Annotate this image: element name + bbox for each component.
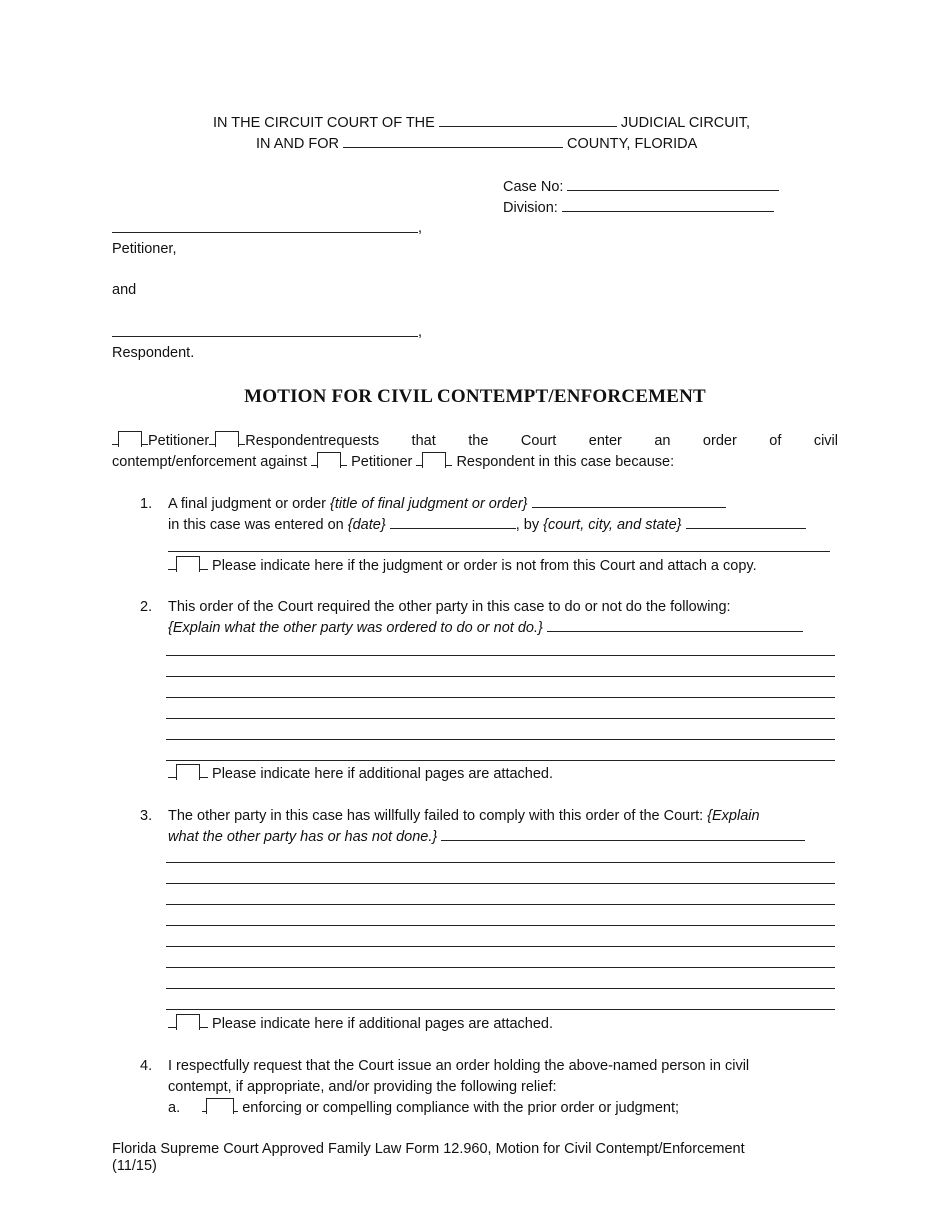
division-label: Division: xyxy=(503,200,558,216)
enforce-compliance-checkbox[interactable] xyxy=(206,1098,234,1114)
noncompliance-line[interactable] xyxy=(166,925,835,926)
order-line[interactable] xyxy=(166,676,835,677)
court-line-2 xyxy=(256,134,697,154)
item-3-number: 3. xyxy=(140,808,153,824)
court-hint: {court, city, and state} xyxy=(543,517,682,533)
item-1-line-2 xyxy=(168,515,806,535)
respondent-name-field[interactable] xyxy=(112,336,418,337)
county-florida-label: COUNTY, FLORIDA xyxy=(567,136,698,152)
enforce-compliance-text: enforcing or compelling compliance with the prior order or judgment; xyxy=(242,1100,680,1116)
item-4a-row xyxy=(168,1098,679,1118)
order-line[interactable] xyxy=(166,697,835,698)
date-hint: {date} xyxy=(347,517,386,533)
entered-on-text: in this case was entered on xyxy=(168,517,348,533)
petitioner-option: Petitioner xyxy=(148,433,210,449)
noncompliance-line[interactable] xyxy=(166,1009,835,1010)
county-blank[interactable] xyxy=(343,147,563,148)
item-3-check-row xyxy=(168,1014,553,1034)
requests-text: requests that the Court enter an order of civil xyxy=(323,433,838,449)
noncompliance-line[interactable] xyxy=(166,967,835,968)
judicial-circuit-label: JUDICIAL CIRCUIT, xyxy=(620,115,751,131)
case-no-label: Case No: xyxy=(503,179,564,195)
division-field[interactable] xyxy=(562,211,774,212)
against-petitioner-checkbox[interactable] xyxy=(317,452,341,468)
footer-revision: (11/15) xyxy=(112,1158,157,1174)
noncompliance-line[interactable] xyxy=(166,862,835,863)
item-1-number: 1. xyxy=(140,496,153,512)
court-continuation-field[interactable] xyxy=(168,551,830,552)
petitioner-checkbox[interactable] xyxy=(118,431,142,447)
against-respondent-checkbox[interactable] xyxy=(422,452,446,468)
respondent-checkbox[interactable] xyxy=(215,431,239,447)
noncompliance-line[interactable] xyxy=(166,883,835,884)
explain-order-hint: {Explain what the other party was ordered to do or not do.} xyxy=(168,620,543,636)
petitioner-name-field[interactable] xyxy=(112,232,418,233)
item-2-line-2 xyxy=(168,618,803,638)
order-line[interactable] xyxy=(166,655,835,656)
intro-line-2 xyxy=(112,452,674,472)
order-line[interactable] xyxy=(166,718,835,719)
judgment-title-field[interactable] xyxy=(532,507,726,508)
noncompliance-line[interactable] xyxy=(166,988,835,989)
in-and-for-label: IN AND FOR xyxy=(256,136,339,152)
date-field[interactable] xyxy=(390,528,516,529)
comma: , xyxy=(418,324,423,340)
against-respondent-label: Respondent in this case because: xyxy=(456,454,675,470)
failed-comply-text: The other party in this case has willfully failed to comply with this order of the Court: xyxy=(168,808,708,824)
item-2-check-row xyxy=(168,764,553,784)
item-4-line-1: I respectfully request that the Court issue an order holding the above-named person in civil xyxy=(168,1058,750,1074)
and-label: and xyxy=(112,282,137,298)
noncompliance-line[interactable] xyxy=(166,946,835,947)
additional-pages-checkbox[interactable] xyxy=(176,764,200,780)
additional-pages-text-2: Please indicate here if additional pages are attached. xyxy=(212,1016,554,1032)
additional-pages-checkbox-2[interactable] xyxy=(176,1014,200,1030)
by-text: , by xyxy=(515,517,544,533)
respondent-label: Respondent. xyxy=(112,345,195,361)
noncompliance-line[interactable] xyxy=(166,904,835,905)
order-line[interactable] xyxy=(166,739,835,740)
item-2-line-1: This order of the Court required the other party in this case to do or not do the following: xyxy=(168,599,731,615)
case-no-row xyxy=(503,177,779,197)
court-label: IN THE CIRCUIT COURT OF THE xyxy=(213,115,435,131)
not-this-court-text: Please indicate here if the judgment or order is not from this Court and attach a copy. xyxy=(212,558,757,574)
item-1-line-1 xyxy=(168,494,726,514)
item-3-line-1 xyxy=(168,806,760,826)
division-row xyxy=(503,198,774,218)
court-field[interactable] xyxy=(686,528,806,529)
explain-done-hint: what the other party has or has not done.} xyxy=(168,829,438,845)
footer-form-id: Florida Supreme Court Approved Family Law Form 12.960, Motion for Civil Contempt/Enforcement xyxy=(112,1141,745,1157)
respondent-option: Respondent xyxy=(245,433,324,449)
item-1-text: A final judgment or order xyxy=(168,496,331,512)
item-2-number: 2. xyxy=(140,599,153,615)
item-3-line-2 xyxy=(168,827,805,847)
noncompliance-field[interactable] xyxy=(441,840,805,841)
order-line[interactable] xyxy=(166,760,835,761)
against-petitioner-label: Petitioner xyxy=(351,454,413,470)
title-hint: {title of final judgment or order} xyxy=(330,496,528,512)
form-title: MOTION FOR CIVIL CONTEMPT/ENFORCEMENT xyxy=(244,386,706,407)
item-1-check-row xyxy=(168,556,757,576)
petitioner-label: Petitioner, xyxy=(112,241,177,257)
court-line-1 xyxy=(213,113,750,133)
case-no-field[interactable] xyxy=(567,190,779,191)
against-text: contempt/enforcement against xyxy=(112,454,308,470)
not-this-court-checkbox[interactable] xyxy=(176,556,200,572)
order-explanation-field[interactable] xyxy=(547,631,803,632)
circuit-blank[interactable] xyxy=(439,126,617,127)
intro-line-1 xyxy=(112,431,838,451)
comma: , xyxy=(418,220,423,236)
item-4-line-2: contempt, if appropriate, and/or providing the following relief: xyxy=(168,1079,557,1095)
item-4-number: 4. xyxy=(140,1058,153,1074)
explain-hint: {Explain xyxy=(707,808,760,824)
sub-a-label: a. xyxy=(168,1100,181,1116)
additional-pages-text: Please indicate here if additional pages are attached. xyxy=(212,766,554,782)
